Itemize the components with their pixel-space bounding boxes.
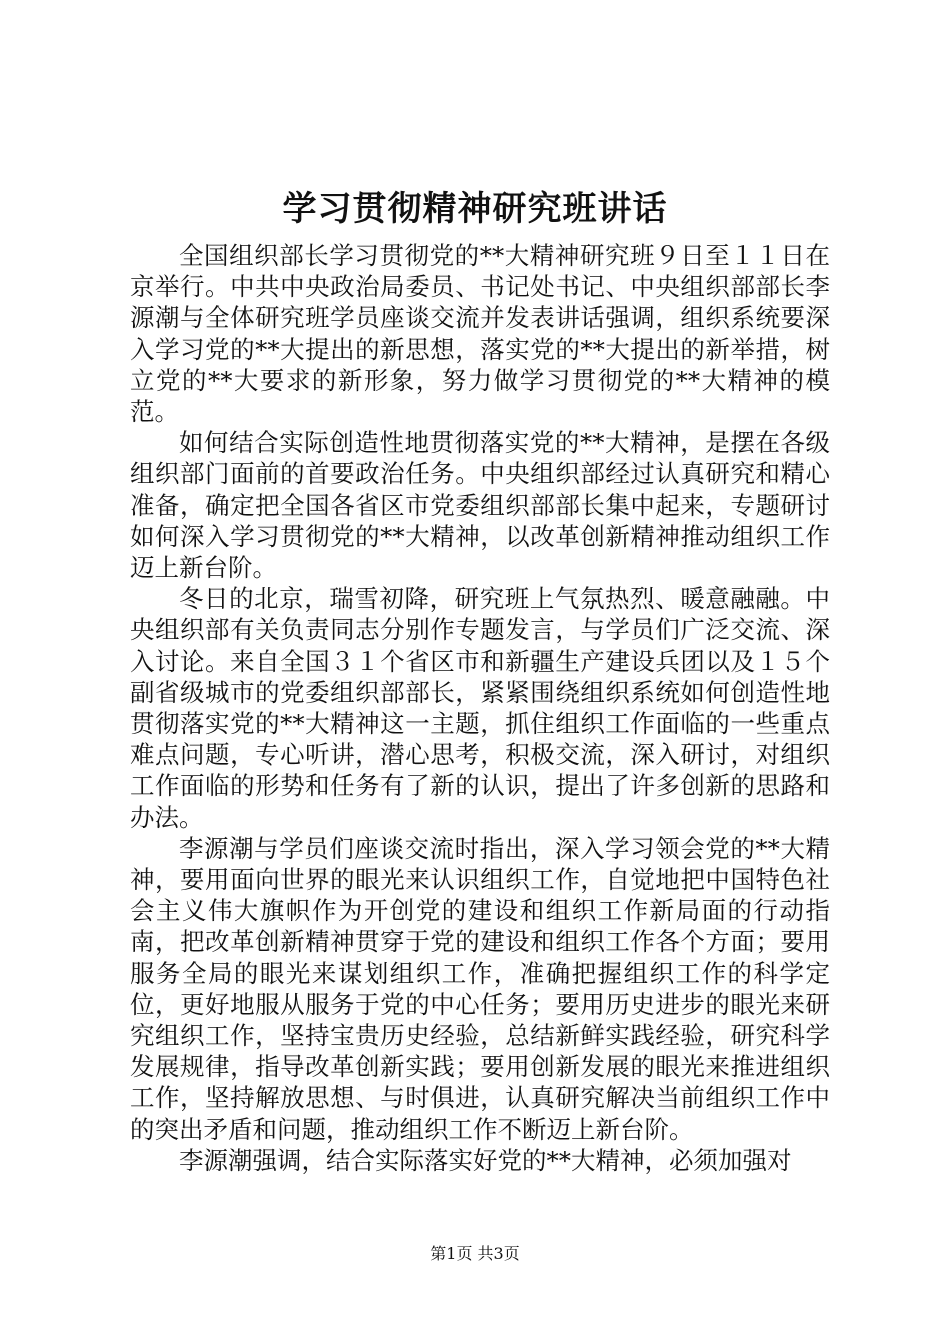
paragraph-5: 李源潮强调，结合实际落实好党的**大精神，必须加强对 — [179, 1145, 792, 1175]
body-text — [130, 240, 830, 1176]
paragraph-1: 全国组织部长学习贯彻党的**大精神研究班９日至１１日在京举行。中共中央政治局委员、书记处书记、中央组织部部长李源潮与全体研究班学员座谈交流并发表讲话强调，组织系统要深入学习党的**大提出的新思想，落实党的**大提出的新举措，树立党的**大要求的新形象，努力做学习贯彻党的**大精神的模范。 — [130, 241, 830, 427]
page-title: 学习贯彻精神研究班讲话 — [282, 189, 668, 229]
paragraph-4: 李源潮与学员们座谈交流时指出，深入学习领会党的**大精神，要用面向世界的眼光来认识组织工作，自觉地把中国特色社会主义伟大旗帜作为开创党的建设和组织工作新局面的行动指南，把改革创新精神贯穿于党的建设和组织工作各个方面；要用服务全局的眼光来谋划组织工作，准确把握组织工作的科学定位，更好地服从服务于党的中心任务；要用历史进步的眼光来研究组织工作，坚持宝贵历史经验，总结新鲜实践经验，研究科学发展规律，指导改革创新实践；要用创新发展的眼光来推进组织工作，坚持解放思想、与时俱进，认真研究解决当前组织工作中的突出矛盾和问题，推动组织工作不断迈上新台阶。 — [130, 833, 830, 1144]
paragraph-3: 冬日的北京，瑞雪初降，研究班上气氛热烈、暖意融融。中央组织部有关负责同志分别作专题发言，与学员们广泛交流、深入讨论。来自全国３１个省区市和新疆生产建设兵团以及１５个副省级城市的党委组织部部长，紧紧围绕组织系统如何创造性地贯彻落实党的**大精神这一主题，抓住组织工作面临的一些重点难点问题，专心听讲，潜心思考，积极交流，深入研讨，对组织工作面临的形势和任务有了新的认识，提出了许多创新的思路和办法。 — [130, 584, 830, 832]
page-footer: 第1页 共3页 — [430, 1244, 520, 1263]
paragraph-2: 如何结合实际创造性地贯彻落实党的**大精神，是摆在各级组织部门面前的首要政治任务。中央组织部经过认真研究和精心准备，确定把全国各省区市党委组织部部长集中起来，专题研讨如何深入学习贯彻党的**大精神，以改革创新精神推动组织工作迈上新台阶。 — [130, 428, 830, 583]
